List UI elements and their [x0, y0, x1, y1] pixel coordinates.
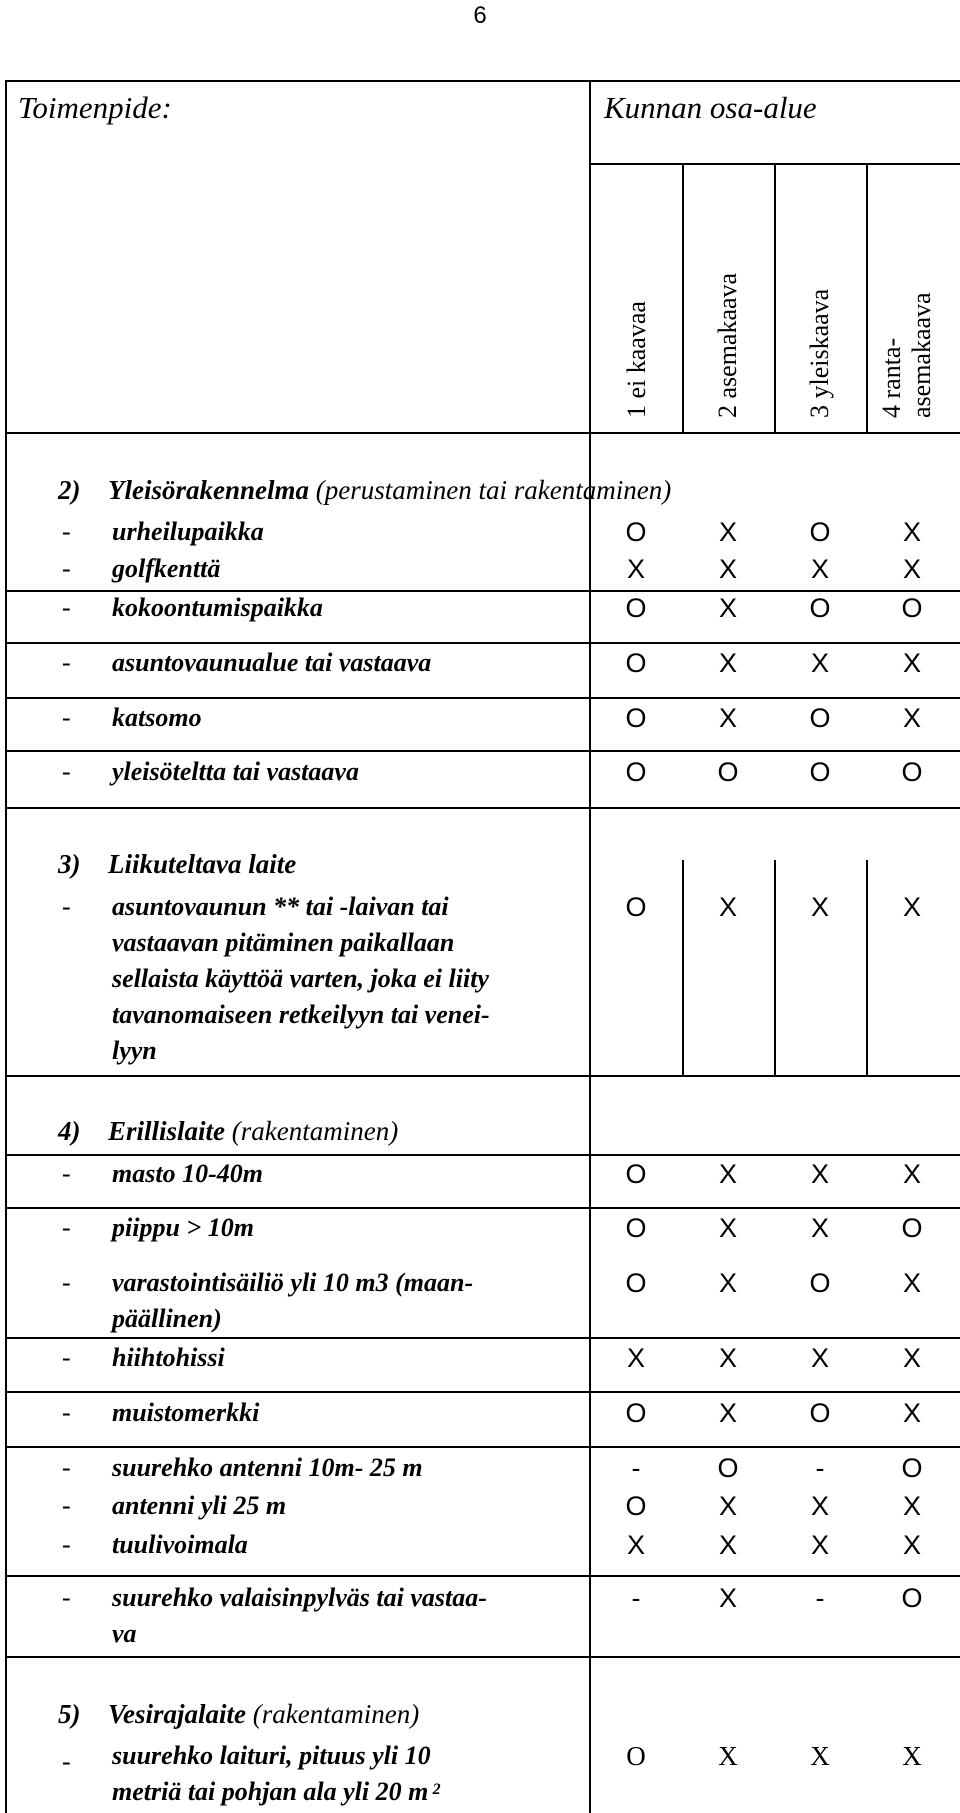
mark-cell: O: [809, 593, 831, 623]
header-measure: Toimenpide:: [18, 90, 172, 125]
table-row: [62, 1527, 248, 1563]
mark-cell: X: [718, 1398, 737, 1428]
section-title: Liikuteltava laite: [108, 849, 297, 879]
mark-cell: X: [810, 1741, 830, 1771]
row-block-divider-3: [682, 860, 684, 1075]
section-title: Erillislaite: [108, 1116, 226, 1146]
section-title: Yleisörakennelma: [108, 475, 309, 505]
table-row: [62, 551, 220, 587]
table-row: [62, 1395, 259, 1431]
row-label: piippu > 10m: [112, 1213, 254, 1242]
section-number: 2): [58, 475, 81, 505]
row-dash: -: [62, 1268, 71, 1297]
section-number: 4): [58, 1116, 81, 1146]
row-separator: [5, 697, 960, 699]
mark-cell: O: [625, 1398, 647, 1428]
mark-cell: X: [810, 1343, 829, 1373]
mark-cell: O: [625, 703, 647, 733]
row-dash: -: [62, 1530, 71, 1559]
table-row: [62, 1488, 286, 1524]
row-separator: [5, 1075, 960, 1077]
row-dash: -: [62, 1491, 71, 1520]
section-paren: (perustaminen tai rakentaminen): [315, 475, 672, 505]
table-row: [62, 1580, 487, 1652]
row-label: suurehko laituri, pituus yli 10 metriä tai pohjan ala yli 20 m: [112, 1741, 431, 1806]
mark-cell: X: [810, 1159, 829, 1189]
mark-cell: O: [901, 593, 923, 623]
header-bottom-border: [5, 432, 960, 434]
mark-cell: X: [902, 1343, 921, 1373]
mark-cell: X: [902, 1268, 921, 1298]
mark-cell: X: [902, 648, 921, 678]
mark-cell: O: [717, 1453, 739, 1483]
row-label: yleisöteltta tai vastaava: [112, 757, 359, 786]
mark-cell: X: [902, 892, 921, 922]
section-heading: [58, 474, 671, 506]
row-label: katsomo: [112, 703, 202, 732]
mark-cell: X: [718, 1343, 737, 1373]
mark-cell: X: [902, 1530, 921, 1560]
row-label: kokoontumispaikka: [112, 593, 323, 622]
row-label: urheilupaikka: [112, 517, 264, 546]
column-divider-3: [866, 163, 868, 433]
table-row: [62, 1156, 263, 1192]
mark-cell: O: [625, 757, 647, 787]
row-dash: -: [62, 554, 71, 583]
row-dash: -: [62, 1343, 71, 1372]
mark-cell: X: [810, 1213, 829, 1243]
mark-cell: -: [631, 1453, 641, 1483]
mark-cell: O: [626, 1741, 646, 1771]
mark-cell: X: [902, 1741, 922, 1771]
mark-cell: -: [815, 1583, 825, 1613]
mark-cell: O: [901, 1583, 923, 1613]
mark-cell: X: [718, 1213, 737, 1243]
mark-cell: X: [810, 1491, 829, 1521]
row-separator: [5, 1656, 960, 1658]
row-label: suurehko valaisinpylväs tai vastaa- va: [112, 1583, 487, 1648]
row-label: golfkenttä: [112, 554, 221, 583]
table-row: [62, 889, 490, 1069]
table-row: [62, 1265, 473, 1337]
row-label: asuntovaunualue tai vastaava: [112, 648, 432, 677]
section-heading: [58, 848, 296, 880]
mark-cell: O: [809, 757, 831, 787]
table-row: [62, 514, 264, 550]
mark-cell: O: [809, 517, 831, 547]
row-dash: -: [62, 703, 71, 732]
row-separator: [5, 750, 960, 752]
mark-cell: O: [901, 1453, 923, 1483]
superscript: 2: [432, 1781, 441, 1798]
row-dash: -: [62, 1398, 71, 1427]
mark-cell: O: [809, 703, 831, 733]
header-area: Kunnan osa-alue: [604, 90, 817, 125]
row-dash: -: [62, 648, 71, 677]
mark-cell: X: [718, 593, 737, 623]
row-block-divider-3c: [866, 860, 868, 1075]
mark-cell: O: [625, 892, 647, 922]
mark-cell: O: [625, 593, 647, 623]
mark-cell: X: [718, 1491, 737, 1521]
mark-cell: O: [901, 757, 923, 787]
mark-cell: X: [718, 1530, 737, 1560]
column-header-3: 3 yleiskaava: [805, 288, 834, 418]
mark-cell: -: [631, 1583, 641, 1613]
mark-cell: X: [718, 1741, 738, 1771]
mark-cell: X: [718, 517, 737, 547]
row-label: hiihtohissi: [112, 1343, 225, 1372]
row-dash: -: [62, 1213, 71, 1242]
mark-cell: -: [815, 1453, 825, 1483]
criteria-column-divider: [589, 80, 591, 1813]
row-dash: -: [62, 517, 71, 546]
table-row: [62, 1210, 254, 1246]
row-label: suurehko antenni 10m- 25 m: [112, 1453, 423, 1482]
row-dash: -: [62, 892, 71, 921]
column-header-2: 2 asemakaava: [713, 272, 742, 418]
table-row: [62, 590, 323, 626]
row-separator: [5, 1446, 960, 1448]
mark-cell: X: [718, 1583, 737, 1613]
row-separator: [5, 642, 960, 644]
table-left-border: [5, 80, 7, 1813]
row-dash: -: [62, 1453, 71, 1482]
row-dash: -: [62, 593, 71, 622]
section-paren: (rakentaminen): [231, 1116, 399, 1146]
mark-cell: X: [626, 1530, 645, 1560]
mark-cell: X: [718, 648, 737, 678]
mark-cell: X: [718, 554, 737, 584]
mark-cell: O: [625, 1268, 647, 1298]
mark-cell: X: [810, 892, 829, 922]
row-separator: [5, 1337, 960, 1339]
table-row: [62, 1450, 423, 1486]
mark-cell: X: [902, 554, 921, 584]
row-dash: -: [62, 757, 71, 786]
table-top-border: [5, 80, 960, 82]
table-row: [62, 645, 431, 681]
row-label: asuntovaunun ** tai -laivan tai vastaavan pitäminen paikallaan sellaista käyttöä varten, joka ei liity tavanomaiseen retkeilyyn tai venei- lyyn: [112, 892, 490, 1065]
column-header-4: 4 ranta- asemakaava: [877, 292, 936, 418]
table-row: [62, 754, 359, 790]
table-row: [62, 700, 202, 736]
table-row: [62, 1340, 225, 1376]
column-divider-1: [682, 163, 684, 433]
mark-cell: X: [902, 1491, 921, 1521]
row-label: masto 10-40m: [112, 1159, 263, 1188]
row-dash: -: [62, 1159, 71, 1188]
section-number: 5): [58, 1699, 81, 1729]
row-label: muistomerkki: [112, 1398, 260, 1427]
page-number: 6: [473, 2, 487, 29]
row-label: tuulivoimala: [112, 1530, 248, 1559]
mark-cell: X: [626, 554, 645, 584]
table-row: [62, 1738, 439, 1810]
mark-cell: O: [809, 1268, 831, 1298]
row-dash: -: [62, 1746, 71, 1776]
section-number: 3): [58, 849, 81, 879]
mark-cell: X: [810, 554, 829, 584]
row-separator: [5, 1575, 960, 1577]
row-label: varastointisäiliö yli 10 m3 (maan- päällinen): [112, 1268, 474, 1333]
mark-cell: X: [718, 703, 737, 733]
mark-cell: O: [625, 1159, 647, 1189]
row-separator: [5, 807, 960, 809]
row-separator: [5, 1207, 960, 1209]
row-dash: -: [62, 1583, 71, 1612]
row-block-divider-3b: [774, 860, 776, 1075]
mark-cell: X: [902, 517, 921, 547]
section-title: Vesirajalaite: [108, 1699, 247, 1729]
mark-cell: O: [625, 1213, 647, 1243]
mark-cell: X: [902, 703, 921, 733]
row-separator: [5, 1391, 960, 1393]
mark-cell: O: [901, 1213, 923, 1243]
mark-cell: X: [718, 1159, 737, 1189]
mark-cell: X: [902, 1398, 921, 1428]
section-paren: (rakentaminen): [252, 1699, 420, 1729]
mark-cell: X: [626, 1343, 645, 1373]
mark-cell: X: [810, 1530, 829, 1560]
column-header-1: 1 ei kaavaa: [622, 301, 651, 418]
mark-cell: X: [718, 1268, 737, 1298]
mark-cell: X: [902, 1159, 921, 1189]
row-label: antenni yli 25 m: [112, 1491, 287, 1520]
section-heading: [58, 1115, 398, 1147]
section-heading: [58, 1698, 419, 1730]
mark-cell: O: [625, 517, 647, 547]
mark-cell: O: [625, 648, 647, 678]
mark-cell: O: [717, 757, 739, 787]
mark-cell: X: [718, 892, 737, 922]
mark-cell: O: [809, 1398, 831, 1428]
mark-cell: O: [625, 1491, 647, 1521]
mark-cell: X: [810, 648, 829, 678]
column-divider-2: [774, 163, 776, 433]
